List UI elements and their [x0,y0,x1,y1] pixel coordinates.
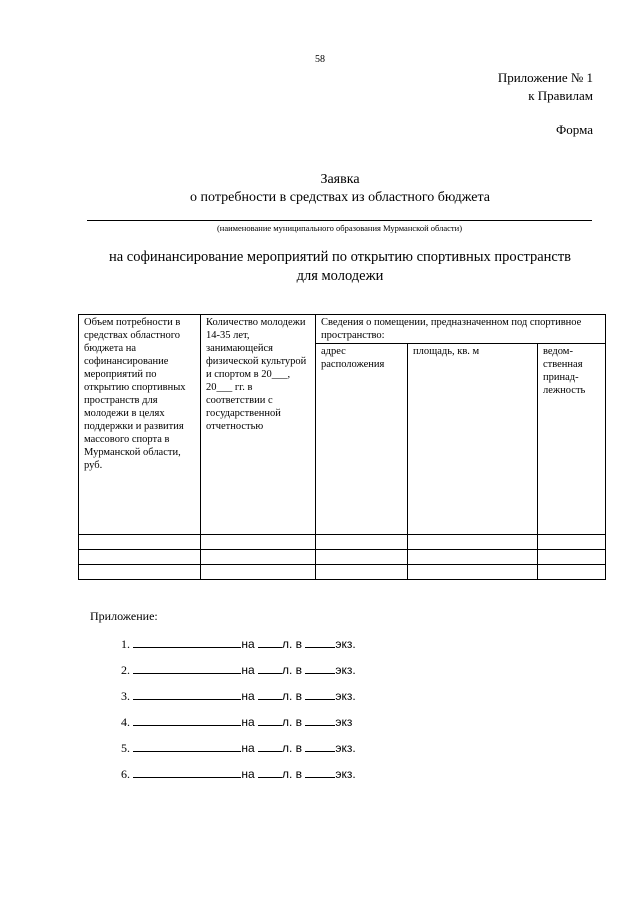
table-row [79,565,606,580]
table-row [79,550,606,565]
attachment-on-label: на [241,663,255,677]
rules-reference: к Правилам [528,88,593,103]
attachment-on-label: на [241,741,255,755]
table-cell[interactable] [79,535,201,550]
table-cell[interactable] [79,550,201,565]
attachment-item [121,636,356,652]
attachment-pages-field[interactable] [258,688,282,700]
table-cell[interactable] [316,550,408,565]
attachment-copies-label: экз. [335,741,356,755]
attachment-pages-label: л. в [282,715,303,729]
attachment-copies-label: экз. [335,663,356,677]
attachments-title: Приложение: [90,609,158,623]
attachment-copies-field[interactable] [305,766,335,778]
table-cell[interactable] [79,565,201,580]
page-number: 58 [315,54,325,65]
attachment-item [121,740,356,756]
attachment-item [121,766,356,782]
table-header-row [79,315,606,344]
attachment-copies-field[interactable] [305,740,335,752]
attachment-item [121,714,352,730]
table-row [79,535,606,550]
attachment-pages-label: л. в [282,767,303,781]
attachment-number: 1. [121,637,130,651]
attachment-item [121,688,356,704]
col-ownership-header: ведом-ственная принад-лежность [538,344,606,535]
attachment-copies-label: экз. [335,689,356,703]
attachment-name-field[interactable] [133,688,241,700]
attachment-number: 3. [121,689,130,703]
col-premises-group-header: Сведения о помещении, предназначенном под спортивное пространство: [316,315,606,344]
document-subtitle: о потребности в средствах из областного бюджета [190,190,490,205]
attachment-number: 2. [121,663,130,677]
table-cell[interactable] [201,565,316,580]
attachment-pages-label: л. в [282,741,303,755]
attachment-copies-label: экз. [335,767,356,781]
attachment-copies-field[interactable] [305,714,335,726]
attachment-pages-label: л. в [282,689,303,703]
table-cell[interactable] [201,535,316,550]
attachment-pages-field[interactable] [258,766,282,778]
attachment-number: 5. [121,741,130,755]
request-table [78,314,606,580]
attachment-number: 4. [121,715,130,729]
attachment-pages-field[interactable] [258,714,282,726]
attachment-copies-label: экз [335,715,353,729]
attachment-pages-field[interactable] [258,662,282,674]
table-cell[interactable] [408,535,538,550]
attachment-pages-field[interactable] [258,740,282,752]
attachment-on-label: на [241,715,255,729]
appendix-label: Приложение № 1 [497,70,593,85]
attachment-item [121,662,356,678]
document-title: Заявка [320,172,360,187]
col-area-header: площадь, кв. м [408,344,538,535]
organization-name-field[interactable] [87,220,592,221]
attachment-number: 6. [121,767,130,781]
attachment-pages-field[interactable] [258,636,282,648]
attachment-on-label: на [241,767,255,781]
attachment-copies-field[interactable] [305,688,335,700]
table-cell[interactable] [316,565,408,580]
table-cell[interactable] [408,565,538,580]
purpose-line-1: на софинансирование мероприятий по открытию спортивных пространств [108,249,572,265]
attachment-name-field[interactable] [133,714,241,726]
table-cell[interactable] [408,550,538,565]
purpose-line-2: для молодежи [296,268,384,284]
table-cell[interactable] [538,565,606,580]
form-label: Форма [556,122,593,137]
organization-caption: (наименование муниципального образования Мурманской области) [216,223,463,233]
col-youth-count-header: Количество молодежи 14-35 лет, занимающейся физической культурой и спортом в 20___, 20___ гг. в соответствии с государственной отчетностью [201,315,316,535]
attachment-name-field[interactable] [133,662,241,674]
col-address-header: адрес расположения [316,344,408,535]
attachment-pages-label: л. в [282,663,303,677]
attachment-name-field[interactable] [133,766,241,778]
attachment-pages-label: л. в [282,637,303,651]
table-cell[interactable] [316,535,408,550]
attachment-name-field[interactable] [133,636,241,648]
attachment-name-field[interactable] [133,740,241,752]
table-cell[interactable] [538,550,606,565]
col-funding-header: Объем потребности в средствах областного бюджета на софинансирование мероприятий по открытию спортивных пространств для молодежи в целях поддержки и развития массового спорта в Мурманской области, руб. [79,315,201,535]
attachment-on-label: на [241,637,255,651]
attachment-copies-field[interactable] [305,636,335,648]
table-cell[interactable] [538,535,606,550]
attachment-copies-field[interactable] [305,662,335,674]
attachment-copies-label: экз. [335,637,356,651]
attachment-on-label: на [241,689,255,703]
table-cell[interactable] [201,550,316,565]
